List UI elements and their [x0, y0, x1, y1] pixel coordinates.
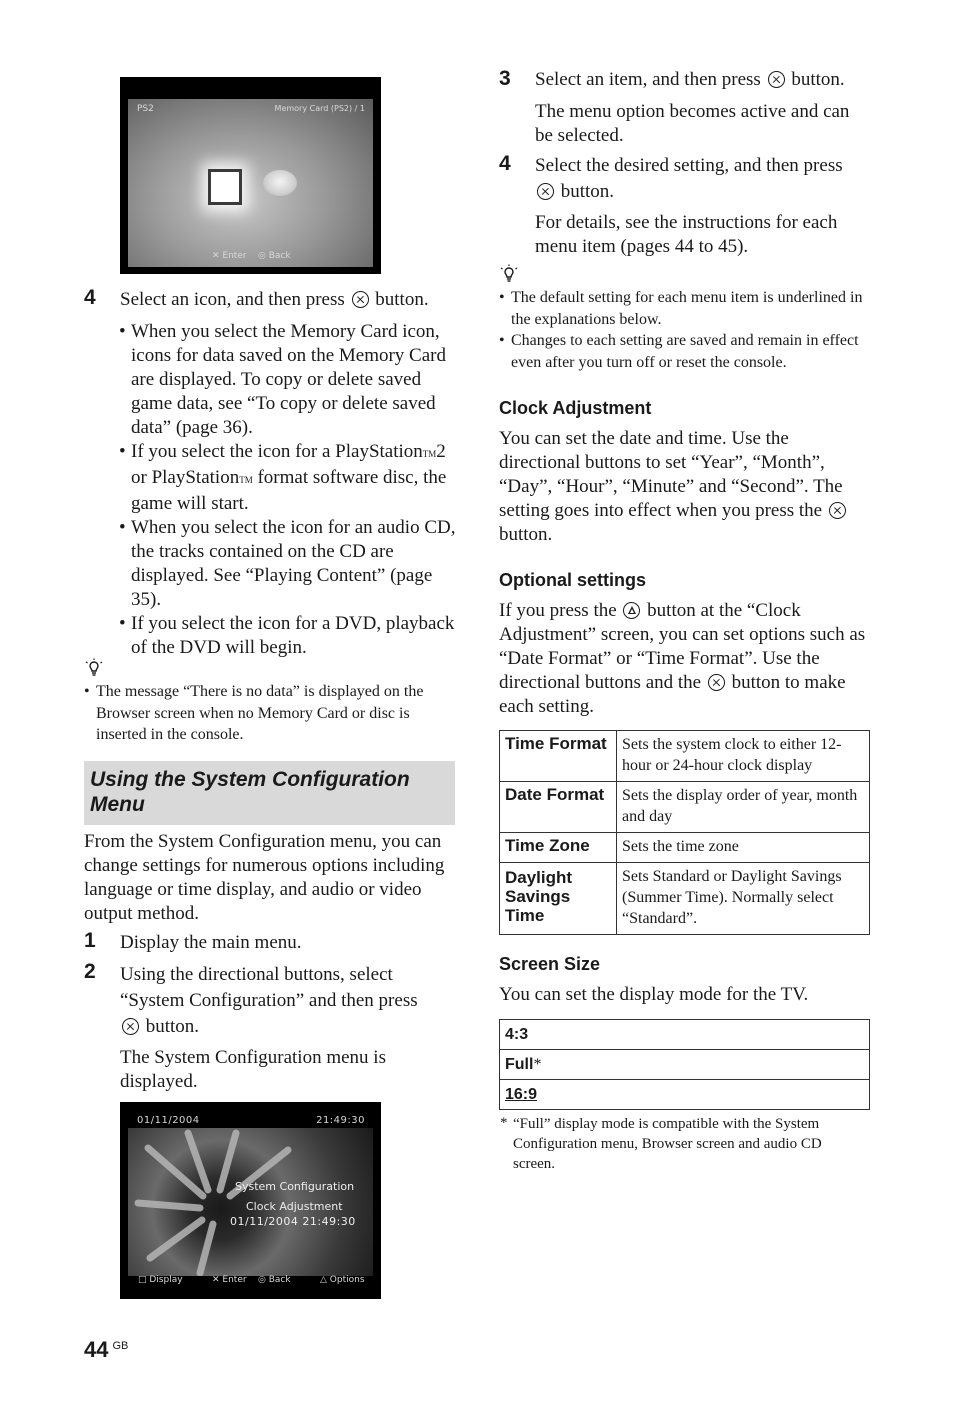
system-config-screenshot — [120, 1102, 381, 1299]
config-menu-title: System Configuration — [235, 1180, 355, 1193]
disc-icon[interactable] — [263, 170, 297, 196]
table-row — [500, 731, 870, 782]
step-result: The menu option becomes active and can be selected. — [535, 101, 850, 146]
step-text: Display the main menu. — [120, 932, 302, 953]
config-back-hint: ◎ Back — [258, 1275, 291, 1285]
table-row — [500, 1080, 870, 1110]
bullet-item: • If you select the icon for a PlayStationTM2 or PlayStationTM format software disc, the game will start. — [119, 440, 459, 516]
section-title: Using the System Configuration Menu — [90, 768, 410, 816]
optional-settings-text: If you press the button at the “Clock Adjustment” screen, you can set options such as “Date Format” or “Time Format”. Use the directional buttons and the button to make each setting. — [499, 600, 866, 717]
config-menu-item[interactable]: Clock Adjustment — [246, 1200, 343, 1213]
hint-lightbulb-icon — [499, 264, 519, 286]
option-name: Date Format — [500, 782, 617, 833]
footnote-text: “Full” display mode is compatible with the System Configuration menu, Browser screen and audio CD screen. — [513, 1116, 822, 1172]
hint-lightbulb-icon — [84, 658, 104, 680]
optional-settings-heading: Optional settings — [499, 570, 647, 590]
table-row — [500, 1020, 870, 1050]
options-table — [499, 730, 870, 935]
table-row — [500, 1050, 870, 1080]
triangle-button-icon — [623, 602, 640, 619]
step-number: 1 — [84, 929, 96, 952]
screen-size-heading: Screen Size — [499, 954, 601, 974]
config-date: 01/11/2004 — [137, 1115, 200, 1126]
bullet-item: • When you select the Memory Card icon, icons for data saved on the Memory Card are displayed. To copy or delete saved game data, see “To copy or delete saved data” (page 36). — [119, 320, 459, 440]
hint-list — [84, 681, 456, 746]
cross-button-icon — [768, 71, 785, 88]
cross-button-icon — [708, 674, 725, 691]
cross-button-icon — [122, 1018, 139, 1035]
option-name: Time Format — [500, 731, 617, 782]
step-text: Using the directional buttons, select “System Configuration” and then press button. — [120, 964, 418, 1037]
screen-mode: Full* — [500, 1050, 870, 1080]
memory-card-icon[interactable] — [208, 169, 242, 205]
table-row — [500, 833, 870, 863]
step-text: Select the desired setting, and then press button. — [535, 155, 843, 202]
option-name: Daylight Savings Time — [500, 863, 617, 935]
option-description: Sets the display order of year, month and day — [617, 782, 870, 833]
step-number: 2 — [84, 960, 96, 983]
bullet-item: • When you select the icon for an audio CD, the tracks contained on the CD are displayed. See “Playing Content” (page 35). — [119, 516, 459, 612]
screen-mode-default: 16:9 — [500, 1080, 870, 1110]
config-options-hint: △ Options — [320, 1275, 365, 1285]
browser-ps2-label: PS2 — [137, 104, 154, 114]
table-row — [500, 863, 870, 935]
hint-item: • The default setting for each menu item is underlined in the explanations below. — [499, 287, 869, 330]
config-time: 21:49:30 — [316, 1115, 365, 1126]
clock-adjustment-heading: Clock Adjustment — [499, 398, 652, 418]
step-text: Select an item, and then press button. — [535, 69, 845, 90]
hint-list — [499, 287, 869, 373]
screen-mode: 4:3 — [500, 1020, 870, 1050]
clock-adjustment-text: You can set the date and time. Use the directional buttons to set “Year”, “Month”, “Day”, “Hour”, “Minute” and “Second”. The setting goes into effect when you press the button. — [499, 427, 871, 547]
section-intro: From the System Configuration menu, you can change settings for numerous options including language or time display, and audio or video output method. — [84, 831, 445, 924]
table-row — [500, 782, 870, 833]
screen-size-table — [499, 1019, 870, 1110]
screen-size-text: You can set the display mode for the TV. — [499, 984, 809, 1005]
config-display-hint: □ Display — [138, 1275, 183, 1285]
browser-enter-hint: ✕ Enter — [212, 251, 247, 261]
option-name: Time Zone — [500, 833, 617, 863]
footnote-mark: * — [500, 1115, 508, 1131]
config-menu-value: 01/11/2004 21:49:30 — [230, 1215, 356, 1228]
hint-item: • The message “There is no data” is displayed on the Browser screen when no Memory Card or disc is inserted in the console. — [84, 681, 456, 746]
page-number: 44 $^{GB}$ — [84, 1337, 129, 1362]
bullet-item: • If you select the icon for a DVD, playback of the DVD will begin. — [119, 612, 459, 660]
step-result: The System Configuration menu is displayed. — [120, 1047, 386, 1092]
step-number: 3 — [499, 67, 511, 90]
cross-button-icon — [537, 183, 554, 200]
step-result: For details, see the instructions for each menu item (pages 44 to 45). — [535, 212, 838, 257]
browser-back-hint: ◎ Back — [258, 251, 291, 261]
step-bullets — [119, 320, 459, 660]
browser-screenshot — [120, 77, 381, 274]
config-enter-hint: ✕ Enter — [212, 1275, 247, 1285]
step-number: 4 — [84, 286, 96, 309]
option-description: Sets Standard or Daylight Savings (Summer Time). Normally select “Standard”. — [617, 863, 870, 935]
hint-item: • Changes to each setting are saved and remain in effect even after you turn off or reset the console. — [499, 330, 869, 373]
option-description: Sets the system clock to either 12-hour or 24-hour clock display — [617, 731, 870, 782]
browser-memory-card-label: Memory Card (PS2) / 1 — [274, 104, 365, 113]
step-text: Select an icon, and then press button. — [120, 289, 429, 310]
cross-button-icon — [829, 502, 846, 519]
cross-button-icon — [352, 291, 369, 308]
option-description: Sets the time zone — [617, 833, 870, 863]
step-number: 4 — [499, 152, 511, 175]
